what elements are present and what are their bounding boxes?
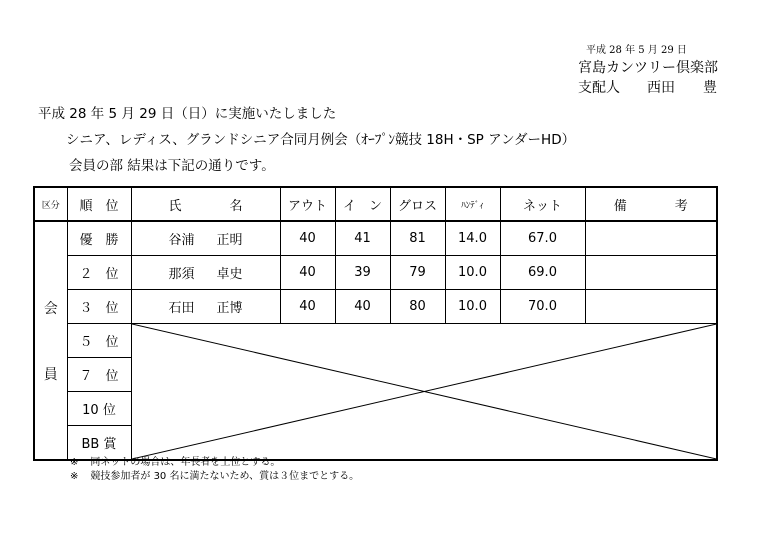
header-name: 氏 名 (131, 187, 280, 221)
group-cell-member (34, 221, 67, 460)
crossed-out-area (131, 324, 717, 461)
header-out: アウト (280, 187, 335, 221)
rank-cell: BB 賞 (67, 426, 131, 461)
header-group: 区分 (34, 187, 67, 221)
club-name: 宮島カンツリー倶楽部 (578, 60, 718, 76)
remarks-cell (585, 256, 717, 290)
net-cell: 69.0 (500, 256, 585, 290)
footnote: ※ 競技参加者が 30 名に満たないため、賞は３位までとする。 (70, 471, 360, 482)
rank-cell: 10 位 (67, 392, 131, 426)
header-handicap: ﾊﾝﾃﾞｨ (445, 187, 500, 221)
remarks-cell (585, 221, 717, 256)
out-cell: 40 (280, 256, 335, 290)
out-cell: 40 (280, 290, 335, 324)
name-cell: 石田 正博 (131, 290, 280, 324)
manager-name (647, 77, 717, 97)
header-rank: 順 位 (67, 187, 131, 221)
table-row (34, 256, 717, 290)
gross-cell: 80 (390, 290, 445, 324)
net-cell: 70.0 (500, 290, 585, 324)
name-cell: 谷浦 正明 (131, 221, 280, 256)
header-in: イ ン (335, 187, 390, 221)
remarks-cell (585, 290, 717, 324)
footnotes (70, 456, 359, 484)
net-cell: 67.0 (500, 221, 585, 256)
manager-surname: 西田 (647, 80, 675, 96)
manager-given-name: 豊 (703, 80, 717, 96)
rank-cell: ２ 位 (67, 256, 131, 290)
gross-cell: 79 (390, 256, 445, 290)
cross-out-mark (132, 324, 717, 459)
intro-line-results: 会員の部 結果は下記の通りです。 (69, 158, 275, 174)
handicap-cell: 14.0 (445, 221, 500, 256)
group-label-top: 会 (43, 301, 58, 317)
table-row (34, 290, 717, 324)
header-remarks: 備 考 (585, 187, 717, 221)
rank-cell: ７ 位 (67, 358, 131, 392)
document-date: 平成 28 年 5 月 29 日 (586, 45, 687, 56)
handicap-cell: 10.0 (445, 290, 500, 324)
in-cell: 40 (335, 290, 390, 324)
in-cell: 41 (335, 221, 390, 256)
group-label-bottom: 員 (43, 367, 58, 383)
table-header-row (34, 187, 717, 221)
name-cell: 那須 卓史 (131, 256, 280, 290)
gross-cell: 81 (390, 221, 445, 256)
handicap-cell: 10.0 (445, 256, 500, 290)
header-net: ネット (500, 187, 585, 221)
rank-cell: 優 勝 (67, 221, 131, 256)
table-row-empty (34, 324, 717, 358)
rank-cell: ３ 位 (67, 290, 131, 324)
in-cell: 39 (335, 256, 390, 290)
table-row (34, 221, 717, 256)
intro-line-event: シニア、レディス、グランドシニア合同月例会（ｵｰﾌﾟﾝ競技 18H・SP アンダーHD） (66, 132, 576, 148)
out-cell: 40 (280, 221, 335, 256)
footnote: ※ 同ネットの場合は、年長者を上位とする。 (70, 457, 281, 468)
rank-cell: ５ 位 (67, 324, 131, 358)
header-gross: グロス (390, 187, 445, 221)
results-table (33, 186, 718, 461)
manager-role: 支配人 (578, 80, 620, 96)
intro-line-date: 平成 28 年 5 月 29 日（日）に実施いたしました (38, 106, 337, 122)
